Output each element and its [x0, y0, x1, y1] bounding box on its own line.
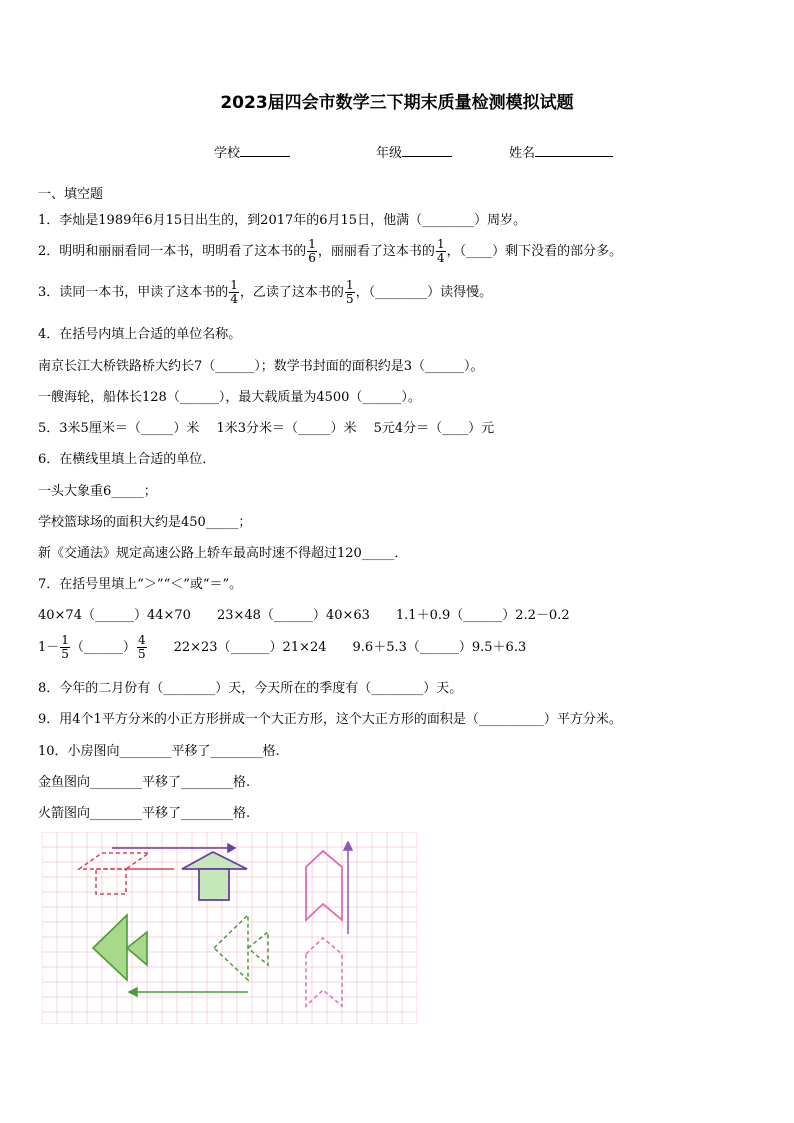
rocket-arrow	[344, 842, 352, 934]
question-10-line-3: 火箭图向________平移了________格.	[38, 806, 251, 821]
question-7-heading: 7．在括号里填上“＞”“＜”或“＝”。	[38, 577, 243, 592]
question-1: 1．李灿是1989年6月15日出生的，到2017年的6月15日，他满（________）周岁。	[38, 213, 527, 228]
name-blank[interactable]	[535, 156, 613, 157]
rocket-moved-dashed	[306, 938, 342, 1006]
q2-text-b: ，丽丽看了这本书的	[317, 244, 435, 259]
question-6-heading: 6．在横线里填上合适的单位．	[38, 452, 216, 467]
q3-text-a: 3．读同一本书，甲读了这本书的	[38, 285, 229, 300]
grade-blank[interactable]	[402, 156, 452, 157]
page-title: 2023届四会市数学三下期末质量检测模拟试题	[220, 93, 574, 113]
question-7-line-1: 40×74（______）44×70 23×48（______）40×63 1.1＋0.9（______）2.2－0.2	[38, 608, 570, 623]
q7-text-a: 1－	[38, 640, 60, 655]
question-4-heading: 4．在括号内填上合适的单位名称。	[38, 327, 242, 342]
q3-text-c: ，（________）读得慢。	[355, 285, 493, 300]
question-2	[38, 238, 622, 265]
name-label: 姓名	[509, 146, 536, 161]
school-field	[214, 142, 290, 161]
q2-text-a: 2．明明和丽丽看同一本书，明明看了这本书的	[38, 244, 307, 259]
question-6-line-2: 学校篮球场的面积大约是450_____；	[38, 515, 252, 530]
question-4-line-1: 南京长江大桥铁路桥大约长7（______）；数学书封面的面积约是3（______）。	[38, 359, 484, 374]
q2-fraction-1: $\frac{1}{6}$	[308, 237, 316, 265]
question-9: 9．用4个1平方分米的小正方形拼成一个大正方形，这个大正方形的面积是（__________）平方分米。	[38, 712, 622, 727]
question-10-line-2: 金鱼图向________平移了________格.	[38, 775, 251, 790]
q2-fraction-2: $\frac{1}{4}$	[436, 237, 445, 265]
q7-text-c: 22×23（______）21×24 9.6＋5.3（______）9.5＋6.3	[147, 640, 527, 655]
grade-label: 年级	[376, 146, 403, 161]
q3-fraction-1: $\frac{1}{4}$	[230, 278, 238, 306]
school-blank[interactable]	[240, 156, 290, 157]
name-field	[509, 142, 613, 161]
school-label: 学校	[214, 146, 241, 161]
question-3	[38, 279, 492, 306]
rocket-original	[306, 851, 342, 920]
grade-field	[376, 142, 452, 161]
question-8: 8．今年的二月份有（________）天，今天所在的季度有（________）天。	[38, 681, 463, 696]
translation-grid-figure	[42, 832, 417, 1024]
q7-fraction-2: $\frac{4}{5}$	[137, 633, 146, 661]
goldfish-moved	[93, 915, 147, 980]
house-original-dashed	[79, 853, 174, 894]
house-arrow	[112, 844, 235, 852]
question-10-line-1: 10．小房图向________平移了________格.	[38, 744, 280, 759]
section-heading: 一、填空题	[38, 187, 104, 202]
q7-fraction-1: $\frac{1}{5}$	[61, 633, 69, 661]
q3-fraction-2: $\frac{1}{5}$	[345, 278, 354, 306]
question-6-line-3: 新《交通法》规定高速公路上轿车最高时速不得超过120_____．	[38, 546, 408, 561]
q3-text-b: ，乙读了这本书的	[239, 285, 344, 300]
question-4-line-2: 一艘海轮，船体长128（______），最大载质量为4500（______）。	[38, 390, 421, 405]
q2-text-c: ，（____）剩下没看的部分多。	[446, 244, 623, 259]
question-5: 5．3米5厘米＝（_____）米 1米3分米＝（_____）米 5元4分＝（____）元	[38, 421, 495, 436]
question-7-line-2	[38, 634, 526, 661]
question-6-line-1: 一头大象重6_____；	[38, 484, 157, 499]
q7-text-b: （______）	[70, 640, 136, 655]
